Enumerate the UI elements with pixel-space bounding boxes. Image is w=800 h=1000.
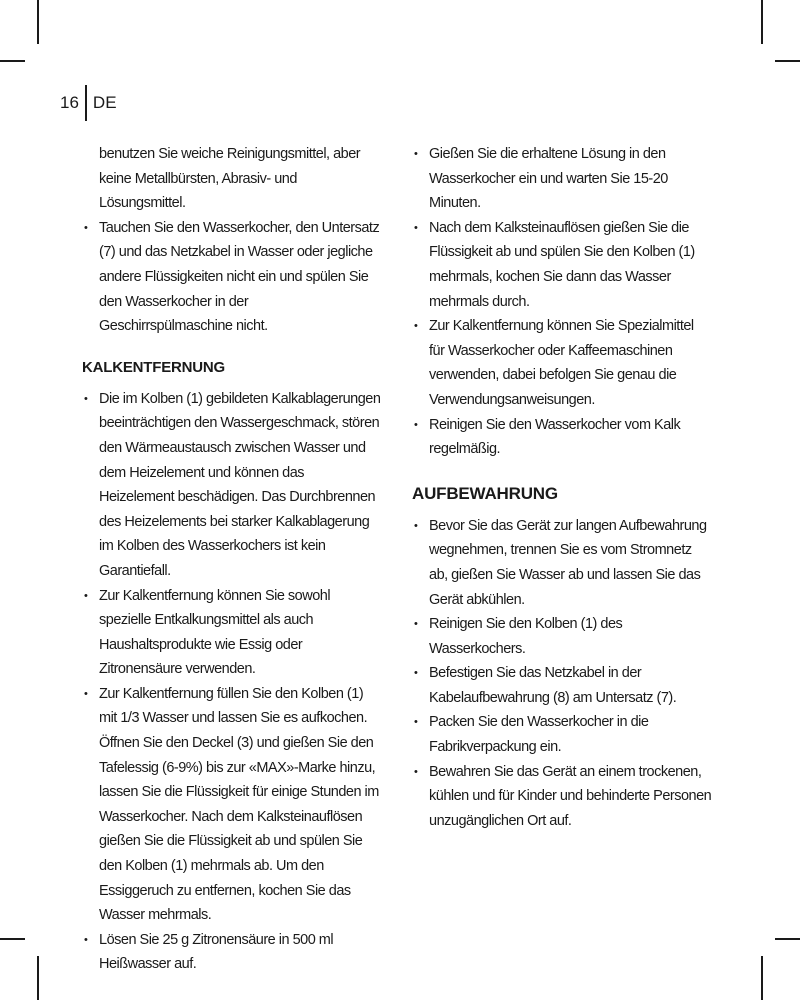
right-bullets-before [412, 142, 712, 462]
list-item: • Die im Kolben (1) gebildeten Kalkablagerungen beeinträchtigen den Wassergeschmack, stören den Wärmeaustausch zwischen Wasser und dem Heizelement und können das Heizelement beschädigen. Das Durchbrennen des Heizelements bei starker Kalkablagerung im Kolben des Wasserkochers ist kein Garantiefall. [82, 387, 382, 584]
continued-paragraph: benutzen Sie weiche Reinigungsmittel, aber keine Metallbürsten, Abrasiv- und Lösungsmittel. [99, 146, 361, 212]
crop-mark-top-right-horizontal [775, 60, 800, 62]
crop-mark-top-left-vertical [37, 0, 39, 44]
page-number: 16 [60, 93, 79, 112]
section-heading-kalkentfernung: KALKENTFERNUNG [82, 358, 226, 376]
crop-mark-bottom-left-horizontal [0, 938, 25, 940]
list-item: • Reinigen Sie den Wasserkocher vom Kalk regelmäßig. [412, 413, 712, 462]
left-column [82, 142, 382, 977]
list-item: • Gießen Sie die erhaltene Lösung in den Wasserkocher ein und warten Sie 15-20 Minuten. [412, 142, 712, 216]
list-item: • Zur Kalkentfernung können Sie sowohl spezielle Entkalkungsmittel als auch Haushaltsprodukte wie Essig oder Zitronensäure verwenden. [82, 584, 382, 682]
crop-mark-bottom-right-horizontal [775, 938, 800, 940]
right-column [412, 142, 712, 833]
list-item: • Zur Kalkentfernung füllen Sie den Kolben (1) mit 1/3 Wasser und lassen Sie es aufkochen. Öffnen Sie den Deckel (3) und gießen Sie den Tafelessig (6-9%) bis zur «MAX»-Marke hinzu, lassen Sie die Flüssigkeit für einige Stunden im Wasserkocher. Nach dem Kalksteinauflösen gießen Sie die Flüssigkeit ab und spülen Sie den Kolben (1) mehrmals ab. Um den Essiggeruch zu entfernen, kochen Sie das Wasser mehrmals. [82, 682, 382, 928]
list-item: • Befestigen Sie das Netzkabel in der Kabelaufbewahrung (8) am Untersatz (7). [412, 661, 712, 710]
list-item: • Reinigen Sie den Kolben (1) des Wasserkochers. [412, 612, 712, 661]
list-item: • Bewahren Sie das Gerät an einem trockenen, kühlen und für Kinder und behinderte Personen unzugänglichen Ort auf. [412, 760, 712, 834]
left-bullets-before [82, 216, 382, 339]
crop-mark-bottom-left-vertical [37, 956, 39, 1000]
list-item: • Bevor Sie das Gerät zur langen Aufbewahrung wegnehmen, trennen Sie es vom Stromnetz ab, gießen Sie Wasser ab und lassen Sie das Gerät abkühlen. [412, 514, 712, 612]
kalkentfernung-list [82, 387, 382, 977]
crop-mark-bottom-right-vertical [761, 956, 763, 1000]
language-code: DE [92, 93, 117, 112]
list-item: • Lösen Sie 25 g Zitronensäure in 500 ml Heißwasser auf. [82, 928, 382, 977]
page-header [60, 85, 117, 121]
crop-mark-top-left-horizontal [0, 60, 25, 62]
list-item: • Nach dem Kalksteinauflösen gießen Sie die Flüssigkeit ab und spülen Sie den Kolben (1) mehrmals, kochen Sie dann das Wasser mehrmals durch. [412, 216, 712, 314]
crop-mark-top-right-vertical [761, 0, 763, 44]
aufbewahrung-list [412, 514, 712, 834]
list-item: • Tauchen Sie den Wasserkocher, den Untersatz (7) und das Netzkabel in Wasser oder jegliche andere Flüssigkeiten nicht ein und spülen Sie den Wasserkocher in der Geschirrspülmaschine nicht. [82, 216, 382, 339]
section-heading-aufbewahrung: AUFBEWAHRUNG [412, 483, 558, 503]
list-item: • Zur Kalkentfernung können Sie Spezialmittel für Wasserkocher oder Kaffeemaschinen verwenden, dabei befolgen Sie genau die Verwendungsanweisungen. [412, 314, 712, 412]
list-item: • Packen Sie den Wasserkocher in die Fabrikverpackung ein. [412, 710, 712, 759]
